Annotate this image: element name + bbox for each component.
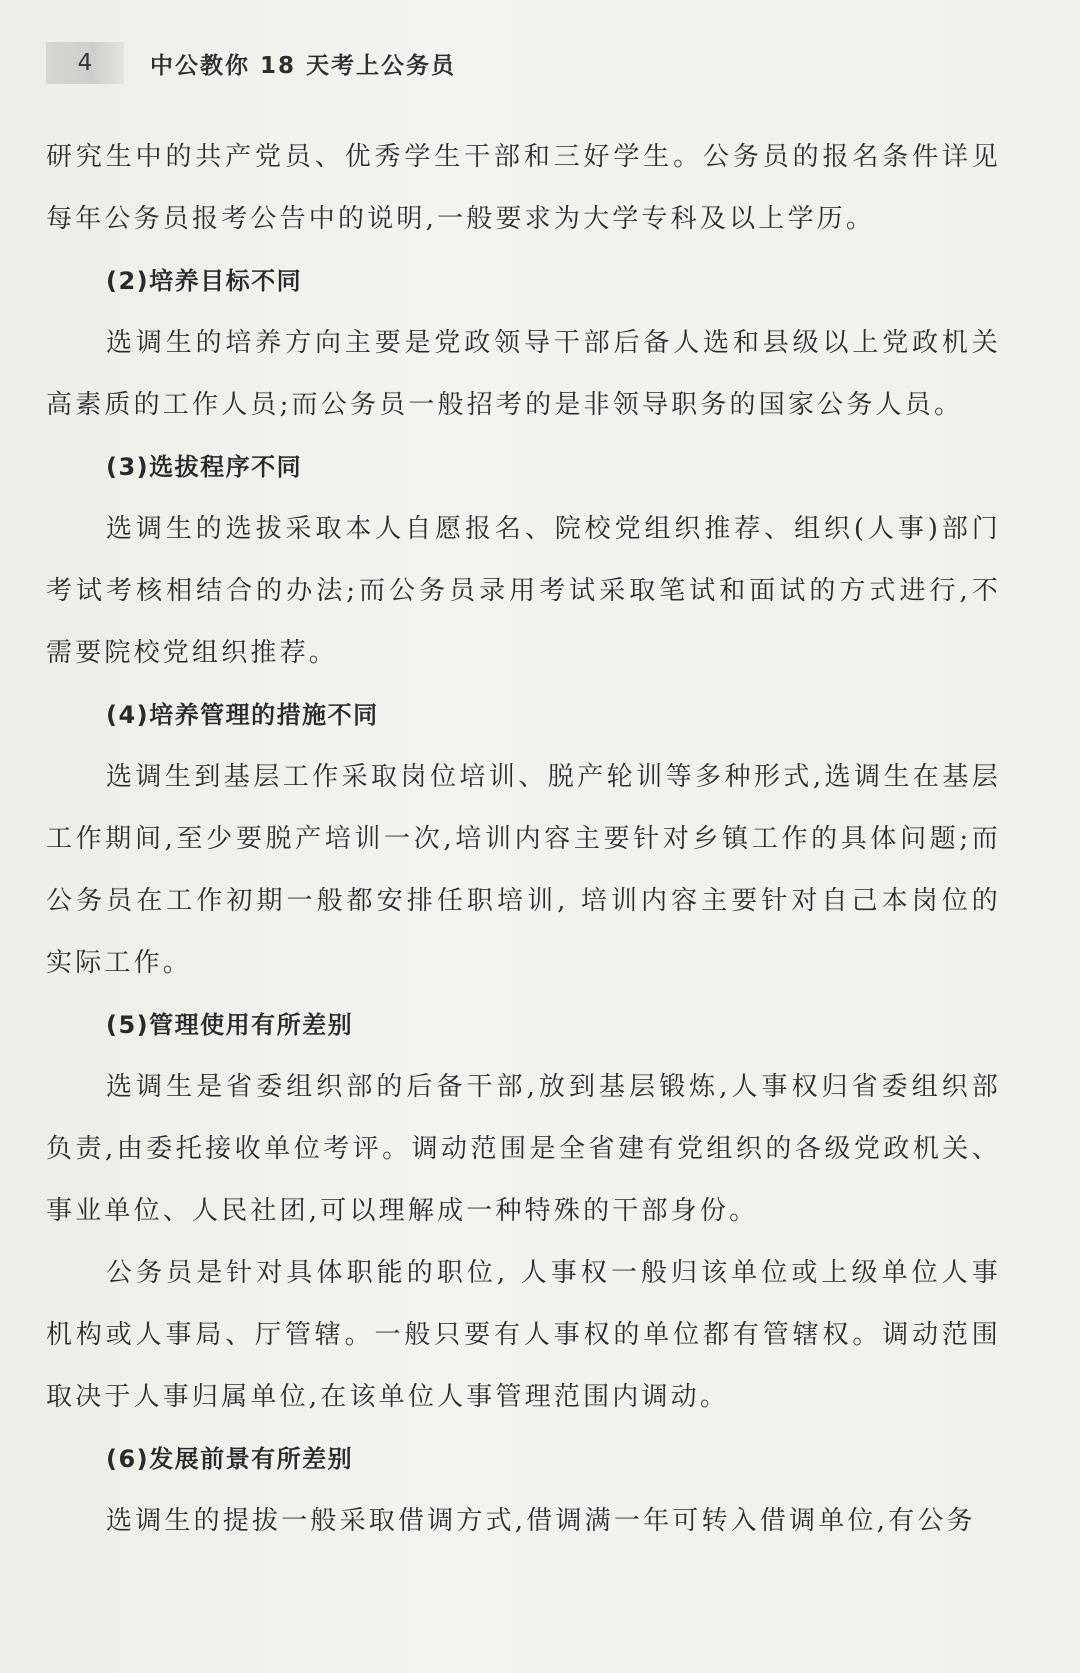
paragraph-training-measures: 选调生到基层工作采取岗位培训、脱产轮训等多种形式,选调生在基层工作期间,至少要脱产培训一次,培训内容主要针对乡镇工作的具体问题;而公务员在工作初期一般都安排任职培训, 培训内容主要针对自己本岗位的实际工作。 [46,762,1001,978]
body-text [46,126,1001,1552]
paragraph-management-selected: 选调生是省委组织部的后备干部,放到基层锻炼,人事权归省委组织部负责,由委托接收单位考评。调动范围是全省建有党组织的各级党政机关、事业单位、人民社团,可以理解成一种特殊的干部身份。 [46,1072,1001,1226]
section-heading-5: (5)管理使用有所差别 [106,1011,354,1039]
section-heading-6: (6)发展前景有所差别 [106,1445,354,1473]
paragraph-continued: 研究生中的共产党员、优秀学生干部和三好学生。公务员的报名条件详见每年公务员报考公告中的说明,一般要求为大学专科及以上学历。 [46,142,1001,234]
paragraph-development-prospects: 选调生的提拔一般采取借调方式,借调满一年可转入借调单位,有公务 [106,1506,976,1536]
paragraph-management-civil-servants: 公务员是针对具体职能的职位, 人事权一般归该单位或上级单位人事机构或人事局、厅管辖。一般只要有人事权的单位都有管辖权。调动范围取决于人事归属单位,在该单位人事管理范围内调动。 [46,1258,1001,1412]
running-head [46,42,456,84]
book-title: 中公教你 18 天考上公务员 [150,52,457,79]
section-heading-3: (3)选拔程序不同 [106,453,303,481]
section-heading-4: (4)培养管理的措施不同 [106,701,379,729]
page-number: 4 [46,42,124,84]
paragraph-selection-procedure: 选调生的选拔采取本人自愿报名、院校党组织推荐、组织(人事)部门考试考核相结合的办法;而公务员录用考试采取笔试和面试的方式进行,不需要院校党组织推荐。 [46,514,1001,668]
paragraph-training-goals: 选调生的培养方向主要是党政领导干部后备人选和县级以上党政机关高素质的工作人员;而公务员一般招考的是非领导职务的国家公务人员。 [46,328,1001,420]
section-heading-2: (2)培养目标不同 [106,267,303,295]
